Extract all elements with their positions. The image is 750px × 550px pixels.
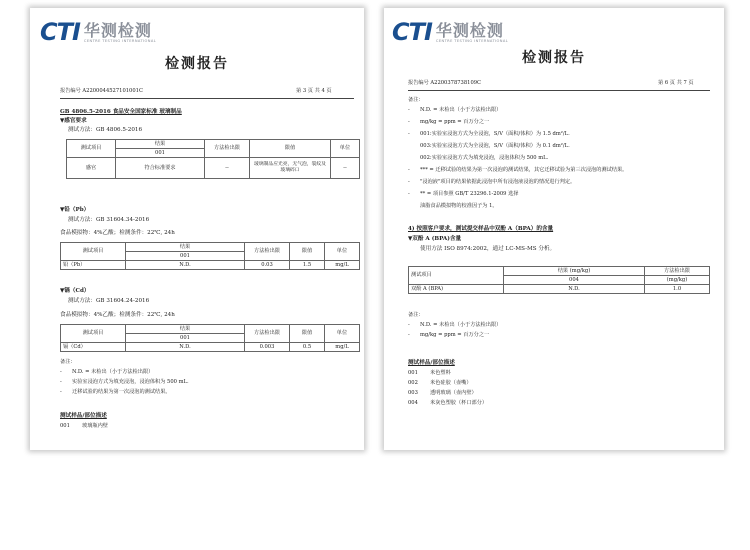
sample-number: 003 bbox=[408, 390, 418, 396]
standard-heading: GB 4806.5-2016 食品安全国家标准 玻璃制品 bbox=[60, 109, 182, 115]
sample-item bbox=[408, 380, 472, 387]
note-bullet: - bbox=[408, 332, 410, 338]
cti-logo: CTI 华测检测 CENTRE TESTING INTERNATIONAL bbox=[392, 18, 509, 46]
report-number: 报告编号 A2200044527101001C bbox=[60, 88, 143, 94]
note-bullet: - bbox=[408, 107, 410, 113]
note-bullet: - bbox=[60, 369, 62, 375]
table-row: 感官 符合标准要求 -- 玻璃制品应光亮，无气泡，裂纹及玻璃碎口 -- bbox=[67, 158, 360, 179]
col-header-unit: 单位 bbox=[331, 140, 360, 158]
note-text: ** = 项目参照 GB/T 23296.1-2009 选择 bbox=[420, 191, 519, 197]
note-text: "浸泡液"项目的结果依据此浸泡中所有浸泡液浸泡的情况进行判定。 bbox=[420, 179, 576, 185]
col-header-result: 结果 bbox=[116, 140, 205, 149]
sample-item bbox=[60, 423, 108, 430]
note-bullet: - bbox=[408, 191, 410, 197]
page-title: 检测报告 bbox=[522, 50, 586, 66]
note-item bbox=[408, 131, 570, 138]
bpa-method: 使用方法 ISO 8974:2002，通过 LC-MS-MS 分析。 bbox=[420, 246, 556, 252]
note-bullet: - bbox=[408, 179, 410, 185]
note-bullet: - bbox=[408, 167, 410, 173]
page-number: 第 6 页 共 7 页 bbox=[658, 80, 694, 86]
note-item bbox=[408, 155, 548, 162]
sample-item bbox=[408, 370, 451, 377]
bpa-table: 测试项目 结果 (mg/kg) 方法检出限 004 (mg/kg) 双酚 A (BPA) N.D. 1.0 bbox=[408, 266, 710, 294]
note-text: N.D. = 未检出（小于方法检出限） bbox=[72, 369, 154, 375]
sample-number: 001 bbox=[60, 423, 70, 429]
bpa-section-heading: 4) 按照客户要求，测试提交样品中双酚 A（BPA）的含量 bbox=[408, 226, 554, 232]
sample-number: 001 bbox=[408, 370, 418, 376]
cti-logo: CTI 华测检测 CENTRE TESTING INTERNATIONAL bbox=[40, 18, 157, 46]
sample-description: 透明玻璃（壶内壁） bbox=[430, 390, 477, 396]
note-bullet: - bbox=[408, 119, 410, 125]
col-header-spec: 限值 bbox=[250, 140, 331, 158]
note-text: 迁移试验的结果为第一次浸泡的测试结果。 bbox=[72, 389, 171, 395]
col-header-sample: 001 bbox=[116, 149, 205, 158]
sensory-heading: ▼感官要求 bbox=[60, 118, 87, 124]
col-header-item: 测试项目 bbox=[67, 140, 116, 158]
cadmium-table: 测试项目 结果 方法检出限 限值 单位 001 镉（Cd） N.D. 0.003 0.5 mg/L bbox=[60, 324, 360, 352]
sample-description: 米灰色塑胶（杯口部分） bbox=[430, 400, 488, 406]
note-bullet: - bbox=[60, 379, 62, 385]
sample-description: 玻璃瓶内壁 bbox=[82, 423, 108, 429]
note-item bbox=[60, 379, 189, 386]
header-divider bbox=[408, 90, 710, 91]
note-bullet: - bbox=[408, 322, 410, 328]
note-item bbox=[408, 119, 489, 126]
note-text: mg/kg = ppm = 百万分之一 bbox=[420, 119, 490, 125]
sensory-table bbox=[66, 139, 360, 179]
report-page-1 bbox=[30, 8, 364, 450]
lead-method: 测试方法：GB 31604.34-2016 bbox=[68, 217, 150, 223]
page-number: 第 3 页 共 4 页 bbox=[296, 88, 332, 94]
lead-condition: 食品模拟物：4%乙酸；检测条件：22℃, 24h bbox=[60, 230, 175, 236]
note-text: N.D. = 未检出（小于方法检出限） bbox=[420, 107, 502, 113]
note-text: 实验室浸泡方式为填充浸泡，浸泡体积为 500 mL. bbox=[72, 379, 189, 385]
cadmium-method: 测试方法：GB 31604.24-2016 bbox=[68, 298, 150, 304]
note-text: N.D. = 未检出（小于方法检出限） bbox=[420, 322, 502, 328]
sensory-method: 测试方法：GB 4806.5-2016 bbox=[68, 127, 143, 133]
report-number: 报告编号 A2200378738109C bbox=[408, 80, 482, 86]
lead-heading: ▼铅（Pb） bbox=[60, 207, 90, 213]
note-item bbox=[60, 369, 153, 376]
note-item bbox=[408, 179, 575, 186]
note-item bbox=[60, 389, 171, 396]
note-item bbox=[408, 332, 489, 339]
note-item bbox=[408, 107, 501, 114]
sample-number: 004 bbox=[408, 400, 418, 406]
note-text: 002:实验室浸泡方式为填充浸泡，浸泡体积为 500 mL. bbox=[420, 155, 549, 161]
note-text: 001:实验室浸泡方式为全浸泡，S/V（面积/体积）为 1.5 dm²/L. bbox=[420, 131, 570, 137]
report-page-2 bbox=[384, 8, 724, 450]
header-divider bbox=[60, 98, 354, 99]
note-item bbox=[408, 203, 498, 210]
note-text: 油脂食品模拟物的校准因子为 1。 bbox=[420, 203, 498, 209]
note-item bbox=[408, 143, 570, 150]
note-bullet: - bbox=[60, 389, 62, 395]
cadmium-condition: 食品模拟物：4%乙酸；检测条件：22℃, 24h bbox=[60, 312, 175, 318]
sample-description: 米色塑料 bbox=[430, 370, 451, 376]
notes-title: 备注： bbox=[408, 312, 424, 318]
note-item bbox=[408, 322, 501, 329]
page-title: 检测报告 bbox=[165, 56, 229, 72]
notes-title: 备注： bbox=[60, 359, 76, 365]
samples-title: 测试样品/部位描述 bbox=[60, 413, 107, 419]
samples-title: 测试样品/部位描述 bbox=[408, 360, 455, 366]
sample-item bbox=[408, 400, 487, 407]
table-row: 镉（Cd） N.D. 0.003 0.5 mg/L bbox=[61, 343, 360, 352]
cadmium-heading: ▼镉（Cd） bbox=[60, 288, 90, 294]
note-text: 003:实验室浸泡方式为全浸泡，S/V（面积/体积）为 0.1 dm²/L. bbox=[420, 143, 570, 149]
note-text: *** = 迁移试验的结果为第一次浸泡的测试结果，其它迁移试验为第三次浸泡的测试结果。 bbox=[420, 167, 628, 173]
sample-item bbox=[408, 390, 477, 397]
sample-number: 002 bbox=[408, 380, 418, 386]
sample-description: 米色硅胶（壶嘴） bbox=[430, 380, 472, 386]
table-row: 铅（Pb） N.D. 0.03 1.5 mg/L bbox=[61, 261, 360, 270]
lead-table: 测试项目 结果 方法检出限 限值 单位 001 铅（Pb） N.D. 0.03 1.5 mg/L bbox=[60, 242, 360, 270]
note-item bbox=[408, 191, 518, 198]
note-item bbox=[408, 167, 627, 174]
table-row: 双酚 A (BPA) N.D. 1.0 bbox=[409, 285, 710, 294]
note-bullet: - bbox=[408, 131, 410, 137]
notes-title: 备注： bbox=[408, 97, 424, 103]
bpa-heading: ▼双酚 A (BPA)含量 bbox=[408, 236, 462, 242]
note-text: mg/kg = ppm = 百万分之一 bbox=[420, 332, 490, 338]
col-header-limit: 方法检出限 bbox=[205, 140, 250, 158]
